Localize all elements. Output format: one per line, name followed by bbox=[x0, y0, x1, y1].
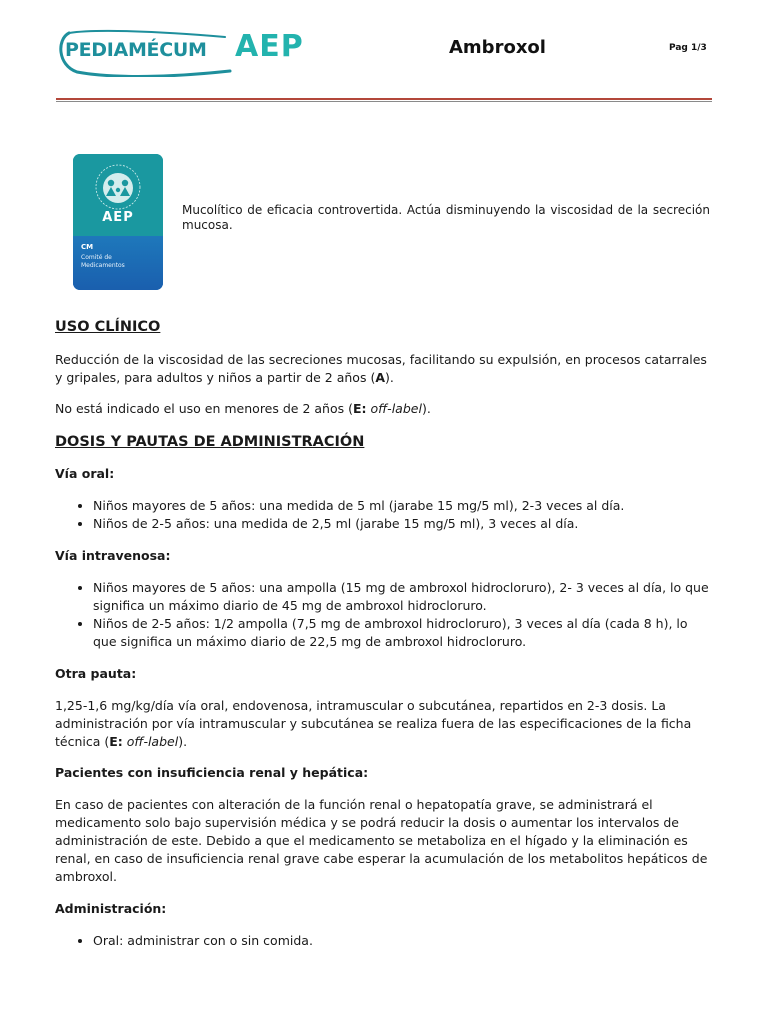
list-item: • Oral: administrar con o sin comida. bbox=[93, 932, 710, 950]
badge-aep-label: AEP bbox=[102, 210, 134, 225]
pediamecum-logo bbox=[55, 27, 304, 77]
list-item: • Niños mayores de 5 años: una ampolla (15 mg de ambroxol hidrocloruro), 2- 3 veces al día, lo que significa un máximo diario de 45 mg de ambroxol hidrocloruro. bbox=[93, 579, 710, 615]
list-item: • Niños de 2-5 años: 1/2 ampolla (7,5 mg de ambroxol hidrocloruro), 3 veces al día (cada 8 h), lo que significa un máximo diario de 22,5 mg de ambroxol hidrocloruro. bbox=[93, 615, 710, 651]
list-item: • Niños de 2-5 años: una medida de 2,5 ml (jarabe 15 mg/5 ml), 3 veces al día. bbox=[93, 515, 710, 533]
subheading-otra-pauta: Otra pauta: bbox=[55, 666, 137, 681]
logo-aep-text: AEP bbox=[235, 29, 304, 64]
badge-committee-label: Comité de Medicamentos bbox=[81, 254, 125, 269]
section-heading-dosis: DOSIS Y PAUTAS DE ADMINISTRACIÓN bbox=[55, 434, 365, 450]
subheading-administracion: Administración: bbox=[55, 901, 167, 916]
list-item: • Niños mayores de 5 años: una medida de 5 ml (jarabe 15 mg/5 ml), 2-3 veces al día. bbox=[93, 497, 710, 515]
aep-cm-badge bbox=[73, 154, 163, 290]
uso-clinico-paragraph: Reducción de la viscosidad de las secreciones mucosas, facilitando su expulsión, en procesos catarrales y gripales, para adultos y niños a partir de 2 años (A). bbox=[55, 352, 707, 385]
uso-clinico-offlabel-paragraph: No está indicado el uso en menores de 2 años (E: off-label). bbox=[55, 401, 431, 416]
via-iv-list bbox=[55, 579, 710, 651]
children-emblem-icon bbox=[91, 160, 145, 210]
document-title: Ambroxol bbox=[449, 37, 546, 58]
subheading-via-intravenosa: Vía intravenosa: bbox=[55, 548, 171, 563]
otra-pauta-paragraph: 1,25-1,6 mg/kg/día vía oral, endovenosa, intramuscular o subcutánea, repartidos en 2-3 dosis. La administración por vía intramuscular y subcutánea se realiza fuera de las especificaciones de la ficha técnica (E: off-label). bbox=[55, 698, 692, 749]
page-header bbox=[0, 0, 768, 110]
drug-summary: Mucolítico de eficacia controvertida. Actúa disminuyendo la viscosidad de la secreción mucosa. bbox=[182, 203, 710, 232]
logo-text: PEDIAMÉCUM bbox=[65, 39, 207, 61]
administracion-list bbox=[55, 932, 710, 950]
via-oral-list bbox=[55, 497, 710, 533]
document-body bbox=[55, 318, 710, 950]
badge-cm-label: CM bbox=[81, 243, 94, 251]
renal-hepatica-paragraph: En caso de pacientes con alteración de la función renal o hepatopatía grave, se administrará el medicamento solo bajo supervisión médica y se podrá reducir la dosis o aumentar los intervalos de administración de este. Debido a que el medicamento se metaboliza en el hígado y la eliminación es renal, en caso de insuficiencia renal grave cabe esperar la acumulación de los metabolitos hepáticos de ambroxol. bbox=[55, 797, 708, 884]
subheading-renal-hepatica: Pacientes con insuficiencia renal y hepática: bbox=[55, 765, 369, 780]
header-rule-red bbox=[56, 98, 712, 100]
subheading-via-oral: Vía oral: bbox=[55, 466, 115, 481]
section-heading-uso-clinico: USO CLÍNICO bbox=[55, 319, 161, 335]
header-rule-gray bbox=[56, 101, 712, 102]
page-number: Pag 1/3 bbox=[669, 43, 707, 53]
